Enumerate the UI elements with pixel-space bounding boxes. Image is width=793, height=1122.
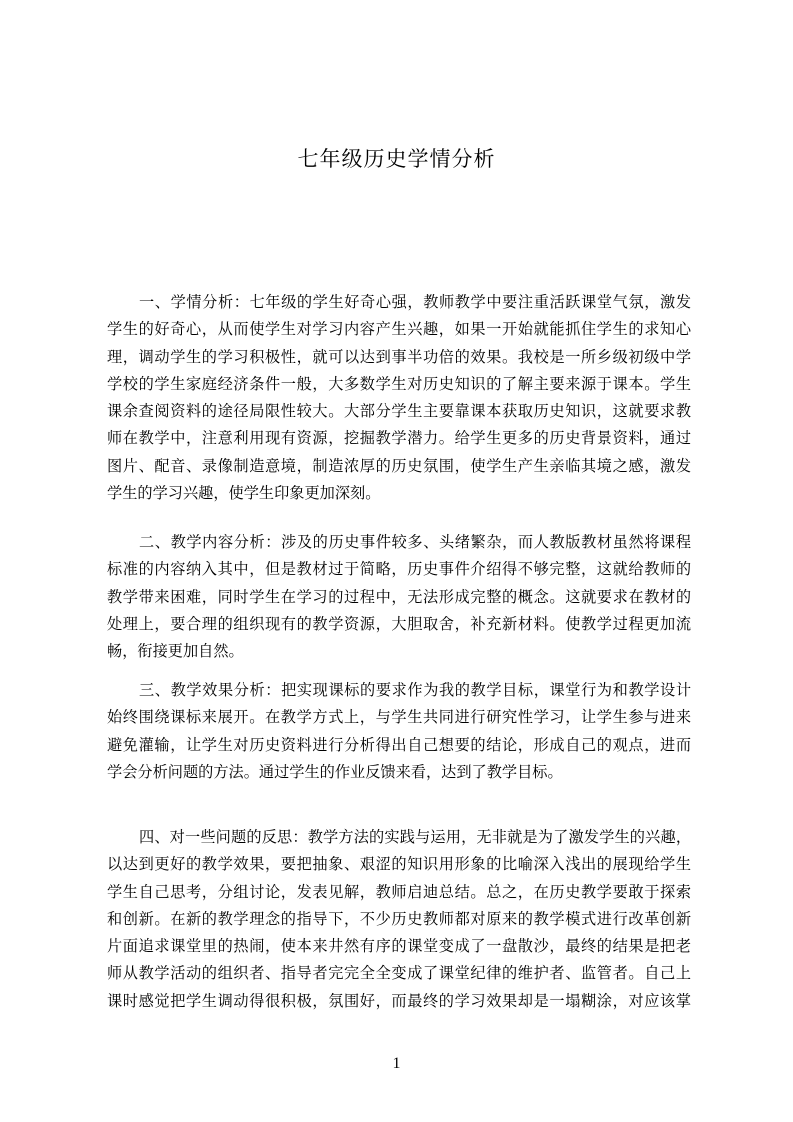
text-line: 课时感觉把学生调动得很积极，氛围好，而最终的学习效果却是一塌糊涂，对应该掌 xyxy=(107,991,691,1010)
document-title: 七年级历史学情分析 xyxy=(297,147,496,171)
text-line: 始终围绕课标来展开。在教学方式上，与学生共同进行研究性学习，让学生参与进来 xyxy=(107,708,691,727)
page-number: 1 xyxy=(392,1055,401,1072)
text-line: 学生的好奇心，从而使学生对学习内容产生兴趣，如果一开始就能抓住学生的求知心 xyxy=(107,320,691,339)
text-line: 学生的学习兴趣，使学生印象更加深刻。 xyxy=(107,484,381,503)
text-line: 标准的内容纳入其中，但是教材过于简略，历史事件介绍得不够完整，这就给教师的 xyxy=(107,560,691,579)
paragraph-reflection xyxy=(107,824,691,1015)
text-line: 一、学情分析：七年级的学生好奇心强，教师教学中要注重活跃课堂气氛，激发 xyxy=(139,293,691,311)
text-line: 课余查阅资料的途径局限性较大。大部分学生主要靠课本获取历史知识，这就要求教 xyxy=(107,402,691,421)
text-line: 师在教学中，注意利用现有资源，挖掘教学潜力。给学生更多的历史背景资料，通过 xyxy=(107,429,691,448)
text-line: 学会分析问题的方法。通过学生的作业反馈来看，达到了教学目标。 xyxy=(107,762,563,781)
text-line: 四、对一些问题的反思：教学方法的实践与运用，无非就是为了激发学生的兴趣， xyxy=(139,828,691,846)
text-line: 处理上，要合理的组织现有的教学资源，大胆取舍，补充新材料。使教学过程更加流 xyxy=(107,614,691,633)
text-line: 片面追求课堂里的热闹，使本来井然有序的课堂变成了一盘散沙，最终的结果是把老 xyxy=(107,937,691,956)
paragraph-content-analysis xyxy=(107,529,691,665)
paragraph-effect-analysis xyxy=(107,677,691,786)
text-line: 教学带来困难，同时学生在学习的过程中，无法形成完整的概念。这就要求在教材的 xyxy=(107,587,691,606)
text-line: 学生自己思考，分组讨论，发表见解，教师启迪总结。总之，在历史教学要敢于探索 xyxy=(107,882,691,901)
text-line: 以达到更好的教学效果，要把抽象、艰涩的知识用形象的比喻深入浅出的展现给学生 xyxy=(107,855,691,874)
text-line: 三、教学效果分析：把实现课标的要求作为我的教学目标，课堂行为和教学设计 xyxy=(139,681,691,699)
text-line: 理，调动学生的学习积极性，就可以达到事半功倍的效果。我校是一所乡级初级中学 xyxy=(107,347,691,366)
text-line: 二、教学内容分析：涉及的历史事件较多、头绪繁杂，而人教版教材虽然将课程 xyxy=(139,533,691,551)
text-line: 图片、配音、录像制造意境，制造浓厚的历史氛围，使学生产生亲临其境之感，激发 xyxy=(107,456,691,475)
text-line: 学校的学生家庭经济条件一般，大多数学生对历史知识的了解主要来源于课本。学生 xyxy=(107,374,691,393)
paragraph-learning-analysis xyxy=(107,289,691,507)
text-line: 和创新。在新的教学理念的指导下，不少历史教师都对原来的教学模式进行改革创新 xyxy=(107,909,691,928)
text-line: 畅，衔接更加自然。 xyxy=(107,642,244,661)
text-line: 师从教学活动的组织者、指导者完完全全变成了课堂纪律的维护者、监管者。自己上 xyxy=(107,964,691,983)
text-line: 避免灌输，让学生对历史资料进行分析得出自己想要的结论，形成自己的观点，进而 xyxy=(107,735,691,754)
